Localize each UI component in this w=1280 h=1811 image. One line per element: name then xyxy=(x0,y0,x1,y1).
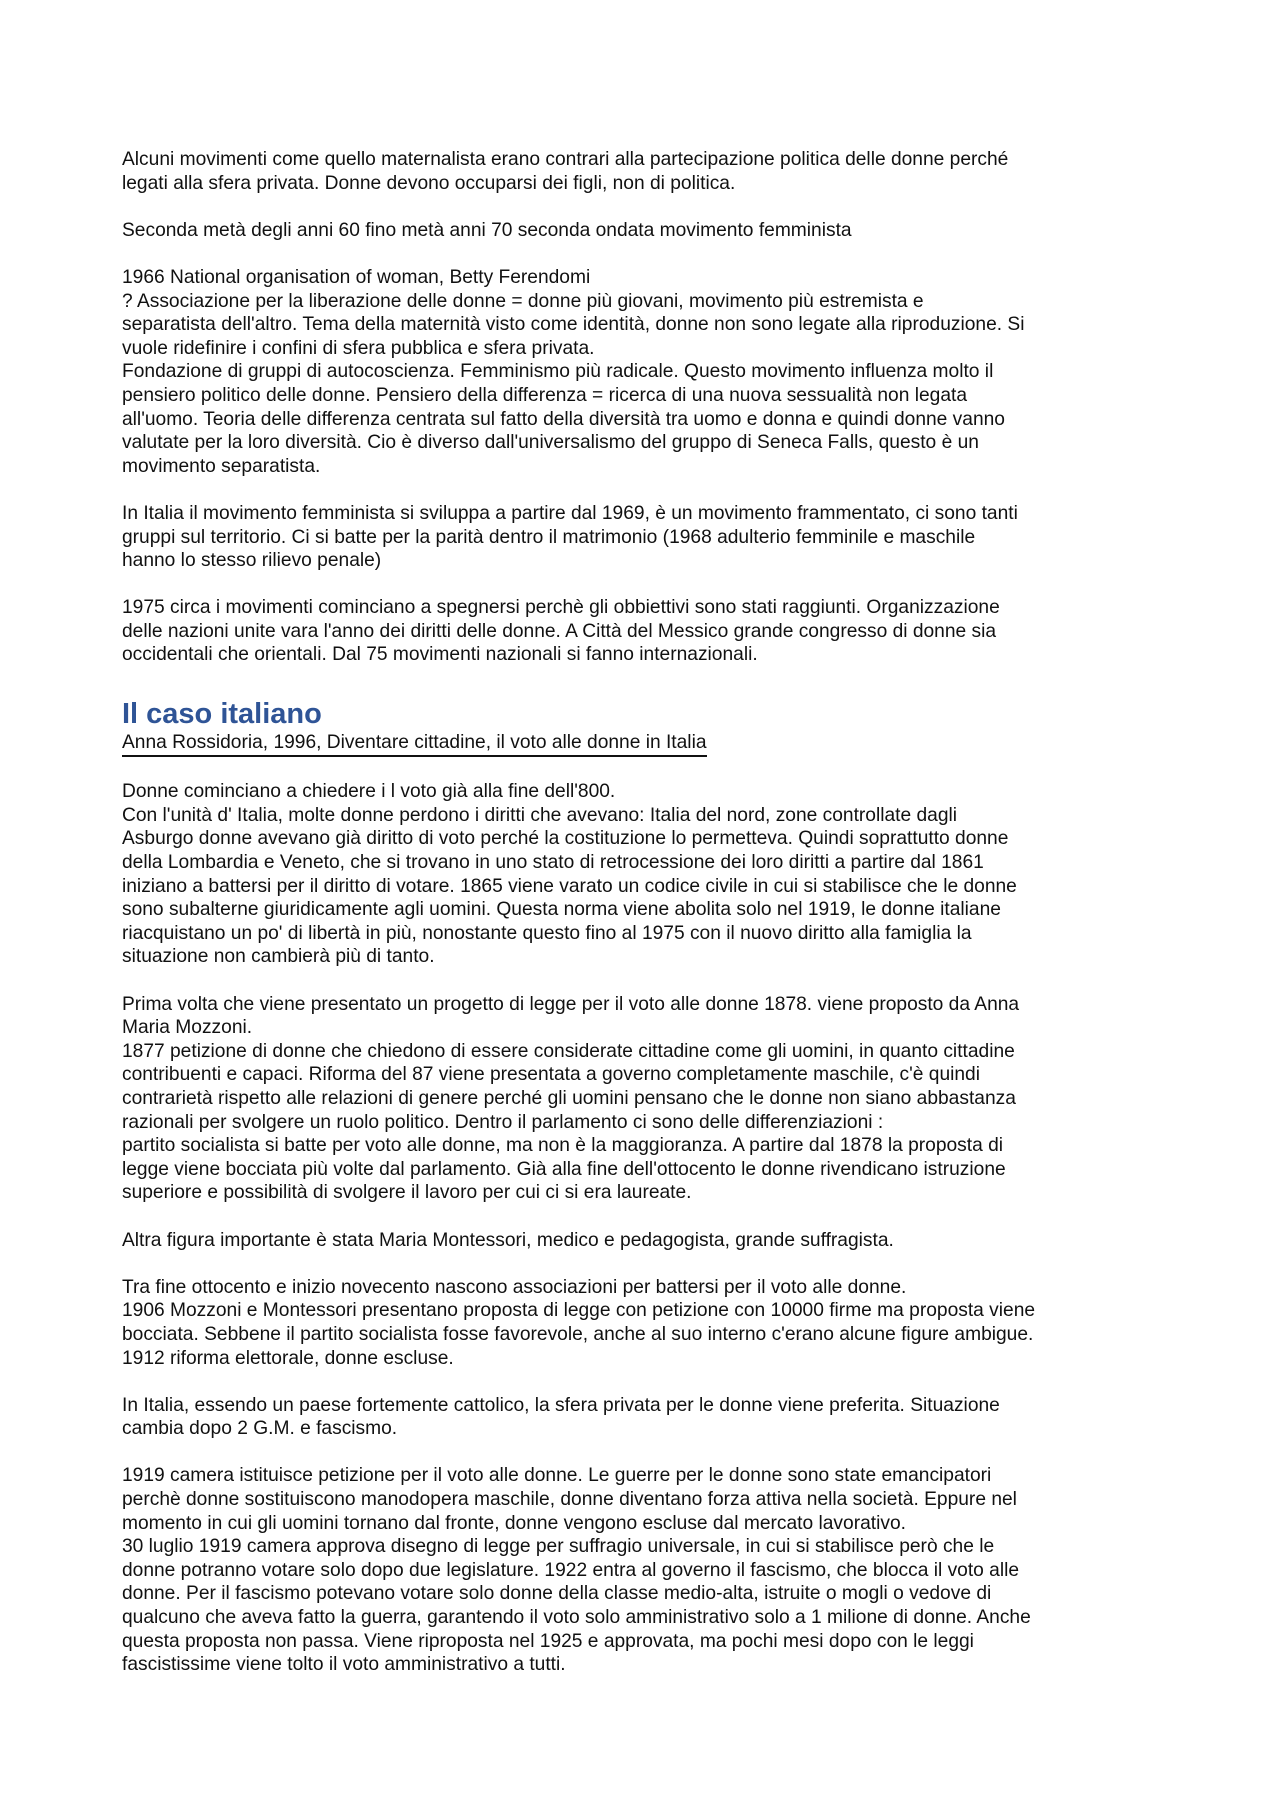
paragraph-line: riacquistano un po' di libertà in più, nonostante questo fino al 1975 con il nuovo diritto alla famiglia la xyxy=(122,922,972,944)
paragraph xyxy=(122,219,1172,243)
paragraph-line: Alcuni movimenti come quello maternalista erano contrari alla partecipazione politica delle donne perché xyxy=(122,149,1009,170)
paragraph-line: momento in cui gli uomini tornano dal fronte, donne vengono escluse dal mercato lavorativo. xyxy=(122,1512,906,1534)
paragraph-line: donne. Per il fascismo potevano votare solo donne della classe medio-alta, istruite o mogli o vedove di xyxy=(122,1583,992,1605)
paragraph-line: 1906 Mozzoni e Montessori presentano proposta di legge con petizione con 10000 firme ma proposta viene xyxy=(122,1300,1036,1322)
source-citation: Anna Rossidoria, 1996, Diventare cittadine, il voto alle donne in Italia xyxy=(122,731,707,757)
paragraph-line: vuole ridefinire i confini di sfera pubblica e sfera privata. xyxy=(122,337,595,359)
paragraph-line: sono subalterne giuridicamente agli uomini. Questa norma viene abolita solo nel 1919, le donne italiane xyxy=(122,899,1001,921)
paragraph-line: contribuenti e capaci. Riforma del 87 viene presentata a governo completamente maschile, c'è quindi xyxy=(122,1064,980,1086)
paragraph xyxy=(122,266,1172,478)
paragraph-line: hanno lo stesso rilievo penale) xyxy=(122,550,382,572)
paragraph-line: Maria Mozzoni. xyxy=(122,1017,253,1039)
section-heading: Il caso italiano xyxy=(122,697,322,730)
paragraph-line: Donne cominciano a chiedere i l voto già alla fine dell'800. xyxy=(122,781,616,803)
paragraph-line: donne potranno votare solo dopo due legislature. 1922 entra al governo il fascismo, che blocca il voto alle xyxy=(122,1559,1020,1581)
paragraph xyxy=(122,596,1172,667)
paragraph-line: iniziano a battersi per il diritto di votare. 1865 viene varato un codice civile in cui si stabilisce che le donne xyxy=(122,875,1017,897)
paragraph-line: partito socialista si batte per voto alle donne, ma non è la maggioranza. A partire dal 1878 la proposta di xyxy=(122,1135,1004,1157)
paragraph-line: 1975 circa i movimenti cominciano a spegnersi perchè gli obbiettivi sono stati raggiunti. Organizzazione xyxy=(122,597,1000,619)
paragraph-line: ? Associazione per la liberazione delle donne = donne più giovani, movimento più estremista e xyxy=(122,290,924,312)
paragraph-line: perchè donne sostituiscono manodopera maschile, donne diventano forza attiva nella società. Eppure nel xyxy=(122,1489,1017,1511)
paragraph xyxy=(122,1276,1172,1370)
paragraph-line: qualcuno che aveva fatto la guerra, garantendo il voto solo amministrativo solo a 1 milione di donne. Anche xyxy=(122,1607,1031,1629)
document-page xyxy=(122,148,1172,1700)
paragraph xyxy=(122,148,1172,195)
paragraph-line: Seconda metà degli anni 60 fino metà anni 70 seconda ondata movimento femminista xyxy=(122,219,852,241)
paragraph-line: cambia dopo 2 G.M. e fascismo. xyxy=(122,1418,398,1440)
paragraph-line: gruppi sul territorio. Ci si batte per la parità dentro il matrimonio (1968 adulterio femminile e maschile xyxy=(122,526,976,548)
paragraph xyxy=(122,1229,1172,1253)
paragraph-line: 1919 camera istituisce petizione per il voto alle donne. Le guerre per le donne sono state emancipatori xyxy=(122,1465,992,1487)
paragraph-line: Altra figura importante è stata Maria Montessori, medico e pedagogista, grande suffragista. xyxy=(122,1229,894,1251)
paragraph-line: Prima volta che viene presentato un progetto di legge per il voto alle donne 1878. viene proposto da Anna xyxy=(122,993,1020,1015)
paragraph-line: pensiero politico delle donne. Pensiero della differenza = ricerca di una nuova sessualità non legata xyxy=(122,384,967,406)
paragraph-line: Fondazione di gruppi di autocoscienza. Femminismo più radicale. Questo movimento influenza molto il xyxy=(122,361,994,383)
paragraph-line: Asburgo donne avevano già diritto di voto perché la costituzione lo permetteva. Quindi soprattutto donne xyxy=(122,828,1009,850)
paragraph-line: 30 luglio 1919 camera approva disegno di legge per suffragio universale, in cui si stabilisce però che le xyxy=(122,1536,995,1558)
paragraph xyxy=(122,780,1172,969)
paragraph-line: In Italia il movimento femminista si sviluppa a partire dal 1969, è un movimento frammentato, ci sono tanti xyxy=(122,502,1018,524)
paragraph-line: all'uomo. Teoria delle differenza centrata sul fatto della diversità tra uomo e donna e quindi donne vanno xyxy=(122,408,1005,430)
paragraph-line: legati alla sfera privata. Donne devono occuparsi dei figli, non di politica. xyxy=(122,172,736,194)
paragraph-line: contrarietà rispetto alle relazioni di genere perché gli uomini pensano che le donne non siano abbastanza xyxy=(122,1087,1016,1109)
paragraph-line: situazione non cambierà più di tanto. xyxy=(122,946,435,968)
paragraph-line: 1912 riforma elettorale, donne escluse. xyxy=(122,1347,454,1369)
source-citation-wrapper xyxy=(122,731,1172,781)
paragraph-line: fascistissime viene tolto il voto amministrativo a tutti. xyxy=(122,1654,566,1676)
paragraph xyxy=(122,993,1172,1205)
paragraph-line: movimento separatista. xyxy=(122,455,321,477)
paragraph-line: della Lombardia e Veneto, che si trovano in uno stato di retrocessione dei loro diritti a partire dal 1861 xyxy=(122,852,984,874)
paragraph-line: In Italia, essendo un paese fortemente cattolico, la sfera privata per le donne viene preferita. Situazione xyxy=(122,1394,1000,1416)
paragraph-line: bocciata. Sebbene il partito socialista fosse favorevole, anche al suo interno c'erano alcune figure ambigue. xyxy=(122,1323,1034,1345)
paragraph-line: Con l'unità d' Italia, molte donne perdono i diritti che avevano: Italia del nord, zone controllate dagli xyxy=(122,804,958,826)
paragraph xyxy=(122,502,1172,573)
paragraph-line: razionali per svolgere un ruolo politico. Dentro il parlamento ci sono delle differenziazioni : xyxy=(122,1111,884,1133)
paragraph-line: superiore e possibilità di svolgere il lavoro per cui ci si era laureate. xyxy=(122,1182,692,1204)
paragraph-line: valutate per la loro diversità. Cio è diverso dall'universalismo del gruppo di Seneca Falls, questo è un xyxy=(122,432,979,454)
paragraph-line: questa proposta non passa. Viene riproposta nel 1925 e approvata, ma pochi mesi dopo con le leggi xyxy=(122,1630,974,1652)
paragraph-line: separatista dell'altro. Tema della maternità visto come identità, donne non sono legate alla riproduzione. Si xyxy=(122,314,1025,336)
paragraph-line: 1966 National organisation of woman, Betty Ferendomi xyxy=(122,266,591,288)
paragraph-line: occidentali che orientali. Dal 75 movimenti nazionali si fanno internazionali. xyxy=(122,644,758,666)
paragraph-line: legge viene bocciata più volte dal parlamento. Già alla fine dell'ottocento le donne rivendicano istruzione xyxy=(122,1158,1006,1180)
paragraph-line: 1877 petizione di donne che chiedono di essere considerate cittadine come gli uomini, in quanto cittadine xyxy=(122,1040,1015,1062)
paragraph xyxy=(122,1464,1172,1676)
paragraph-line: Tra fine ottocento e inizio novecento nascono associazioni per battersi per il voto alle donne. xyxy=(122,1276,907,1298)
paragraph-line: delle nazioni unite vara l'anno dei diritti delle donne. A Città del Messico grande congresso di donne sia xyxy=(122,620,997,642)
paragraph xyxy=(122,1394,1172,1441)
